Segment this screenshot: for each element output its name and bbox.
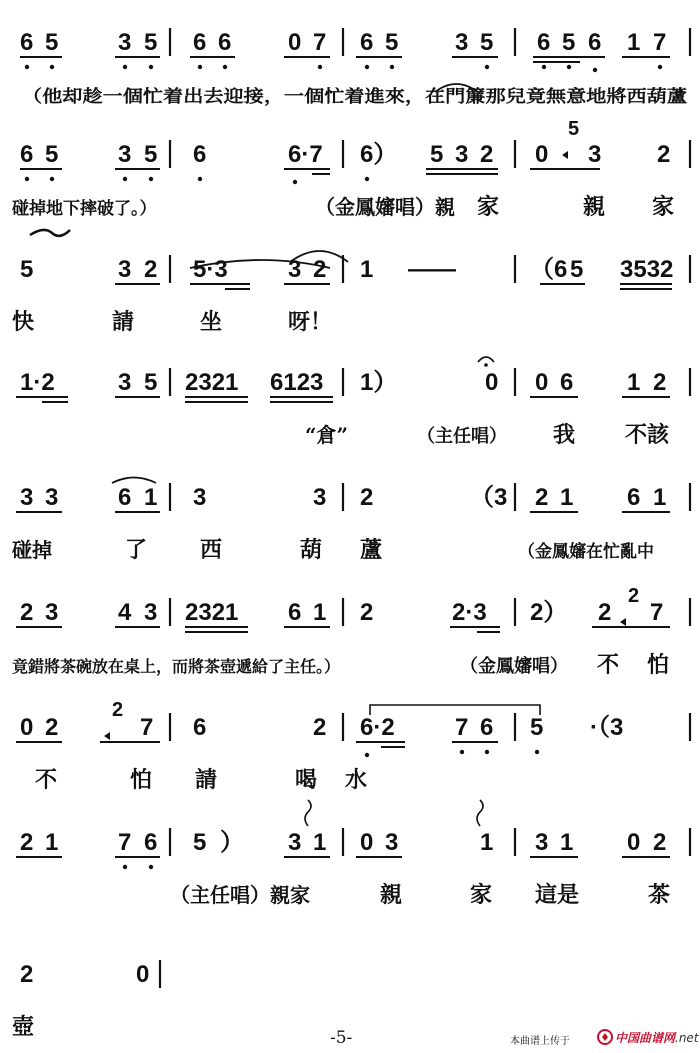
lyric-text: 這是 (535, 882, 580, 908)
note: 3 (455, 141, 469, 168)
note: 5 (530, 714, 544, 741)
lyric-text: 家 (477, 194, 500, 220)
note: 5 (562, 29, 576, 56)
note: 3 (144, 599, 158, 626)
lyric-text: 西 (200, 537, 223, 563)
note: 5 (144, 141, 158, 168)
note: 2 (20, 829, 34, 856)
note: 6） (360, 141, 398, 168)
lyric-text: 家 (470, 882, 493, 908)
note: 2 (144, 256, 158, 283)
note: 6 (193, 141, 207, 168)
note: 1 (627, 369, 641, 396)
note: 6 (537, 29, 551, 56)
lyric-text: （金鳳嬸唱）親 (315, 195, 455, 219)
note: 0 (535, 141, 549, 168)
page-footer (0, 1028, 700, 1050)
note: 2 (313, 256, 327, 283)
note: 6 (193, 714, 207, 741)
note: —— (408, 256, 456, 283)
note: 1 (560, 484, 574, 511)
note: 1） (360, 369, 398, 396)
note: 3 (118, 369, 132, 396)
low-octave-dot (390, 65, 394, 69)
lyric-text: （金鳳嬸在忙亂中 (518, 542, 654, 562)
site-logo-icon (597, 1029, 613, 1045)
note: 2 (598, 599, 612, 626)
note: 5 (144, 29, 158, 56)
low-octave-dot (365, 177, 369, 181)
note: 1 (360, 256, 374, 283)
note: 2 (653, 829, 667, 856)
note: 3 (385, 829, 399, 856)
grace-hook-icon (620, 618, 626, 626)
note: 3 (588, 141, 602, 168)
page-number: -5- (330, 1028, 353, 1048)
low-octave-dot (542, 65, 546, 69)
note: 3 (288, 256, 302, 283)
note: 6 (480, 714, 494, 741)
low-octave-dot (198, 65, 202, 69)
note: 2 (535, 484, 549, 511)
lyric-text: 不 (597, 652, 620, 678)
grace-note: 5 (568, 118, 580, 140)
note: 2 (653, 369, 667, 396)
note: 0 (20, 714, 34, 741)
lyric-text: （主任唱） (417, 426, 507, 447)
low-octave-dot (293, 180, 297, 184)
lyric-text: 碰掉 (12, 538, 52, 562)
lyric-text: 家 (652, 194, 675, 220)
note: 7 (313, 29, 327, 56)
note: ·（3 (590, 714, 624, 741)
note: 6 (360, 29, 374, 56)
note: 0 (485, 369, 499, 396)
lyric-text: 坐 (200, 309, 223, 335)
note: （3 (470, 484, 508, 511)
note: 6 (627, 484, 641, 511)
low-octave-dot (198, 177, 202, 181)
note: 3 (313, 484, 327, 511)
lyric-text: 了 (125, 537, 148, 563)
lyric-text: 喝 (295, 767, 318, 793)
low-octave-dot (223, 65, 227, 69)
note: 2 (657, 141, 671, 168)
lyric-text: 請 (195, 767, 218, 793)
lyric-text: 快 (12, 309, 35, 335)
glissando-mark (30, 230, 70, 236)
note: 3 (535, 829, 549, 856)
note: 6 (20, 141, 34, 168)
lyric-text: 請 (112, 309, 135, 335)
grace-hook-icon (562, 151, 568, 159)
note: 2 (20, 599, 34, 626)
note: 5 (385, 29, 399, 56)
note: 3 (118, 141, 132, 168)
note: 6 (288, 599, 302, 626)
note: 2321 (185, 599, 239, 626)
note: 2） (530, 599, 568, 626)
note: 3 (455, 29, 469, 56)
note: 2 (20, 961, 34, 988)
note: 6·7 (288, 141, 323, 168)
low-octave-dot (50, 177, 54, 181)
note: 3 (20, 484, 34, 511)
lyric-text: （主任唱）親家 (170, 883, 310, 907)
low-octave-dot (485, 65, 489, 69)
grace-note: 2 (628, 585, 640, 607)
note: 7 (653, 29, 667, 56)
lyric-text: 水 (345, 767, 368, 793)
lyric-text: 親 (583, 194, 606, 220)
note: 0 (360, 829, 374, 856)
lyric-text: 茶 (648, 882, 671, 908)
mordent-mark (477, 800, 483, 826)
lyric-text: （金鳳嬸唱） (460, 656, 568, 677)
note: 6 (193, 29, 207, 56)
lyric-text: 葫 (300, 537, 323, 563)
note: 1 (560, 829, 574, 856)
low-octave-dot (365, 753, 369, 757)
note: 5 (430, 141, 444, 168)
note: 1 (45, 829, 59, 856)
note: 2·3 (452, 599, 487, 626)
low-octave-dot (535, 750, 539, 754)
low-octave-dot (123, 865, 127, 869)
lyric-text: 怕 (130, 767, 153, 793)
low-octave-dot (149, 177, 153, 181)
low-octave-dot (149, 865, 153, 869)
lyric-text: “倉” (305, 423, 349, 447)
fermata-arc (478, 357, 494, 362)
lyric-text: （他却趁一個忙着出去迎接，一個忙着進來，在門簾那兒竟無意地將西葫蘆 (22, 87, 583, 107)
low-octave-dot (593, 68, 597, 72)
note: 0 (535, 369, 549, 396)
note: 6 (218, 29, 232, 56)
lyric-text: 親 (380, 882, 403, 908)
note: 0 (136, 961, 150, 988)
low-octave-dot (25, 65, 29, 69)
note: 3 (45, 599, 59, 626)
note: 1 (480, 829, 494, 856)
note: 0 (288, 29, 302, 56)
upload-credit: 本曲谱上传于 (510, 1036, 570, 1047)
low-octave-dot (485, 750, 489, 754)
note: 2 (360, 484, 374, 511)
note: 5 (480, 29, 494, 56)
lyric-text: 碰掉地下摔破了。） (12, 199, 157, 219)
note: 3 (118, 256, 132, 283)
low-octave-dot (25, 177, 29, 181)
low-octave-dot (567, 65, 571, 69)
note: ） (220, 829, 244, 856)
note: 2 (360, 599, 374, 626)
note: 1 (627, 29, 641, 56)
note: 1 (313, 599, 327, 626)
note: 3532 (620, 256, 674, 283)
note: 7 (650, 599, 664, 626)
lyric-text: 呀！ (288, 309, 333, 335)
low-octave-dot (123, 177, 127, 181)
lyric-text: 怕 (647, 652, 670, 678)
note: 7 (455, 714, 469, 741)
grace-note: 2 (112, 699, 124, 721)
low-octave-dot (149, 65, 153, 69)
low-octave-dot (658, 65, 662, 69)
note: 0 (627, 829, 641, 856)
note: 1 (144, 484, 158, 511)
lyric-text: 不該 (625, 422, 670, 448)
note: 5·3 (193, 256, 228, 283)
note: 2 (480, 141, 494, 168)
note: 1·2 (20, 369, 55, 396)
note: 3 (45, 484, 59, 511)
note: 3 (193, 484, 207, 511)
site-logo-text[interactable]: 中国曲谱网.net (615, 1031, 699, 1045)
note: 6 (20, 29, 34, 56)
note: 6 (560, 369, 574, 396)
note: 1 (313, 829, 327, 856)
note: 3 (288, 829, 302, 856)
note: 7 (118, 829, 132, 856)
note: 6 (588, 29, 602, 56)
note: 2 (45, 714, 59, 741)
note: 5 (45, 29, 59, 56)
note: 7 (140, 714, 154, 741)
note: 3 (118, 29, 132, 56)
note: 6 (118, 484, 132, 511)
mordent-mark (305, 800, 311, 826)
note: 5 (45, 141, 59, 168)
low-octave-dot (460, 750, 464, 754)
note: 6·2 (360, 714, 395, 741)
note: 2 (313, 714, 327, 741)
fermata-dot (484, 363, 488, 367)
note: 6 (144, 829, 158, 856)
low-octave-dot (123, 65, 127, 69)
grace-hook-icon (104, 732, 110, 740)
note: 4 (118, 599, 132, 626)
note: （6 (530, 256, 568, 283)
low-octave-dot (318, 65, 322, 69)
note: 5 (193, 829, 207, 856)
note: 2321 (185, 369, 239, 396)
low-octave-dot (50, 65, 54, 69)
lyric-text: 壺 (12, 1014, 35, 1040)
lyric-text: 不 (35, 767, 58, 793)
low-octave-dot (365, 65, 369, 69)
note: 1 (653, 484, 667, 511)
note: 5 (20, 256, 34, 283)
note: 6123 (270, 369, 324, 396)
note: 5 (570, 256, 584, 283)
lyric-text: 竟錯將茶碗放在桌上，而將茶壺遞給了主任。） (12, 657, 341, 676)
note: 5 (144, 369, 158, 396)
lyric-text: 蘆 (360, 537, 383, 563)
lyric-text: 我 (553, 422, 576, 448)
slur (112, 478, 156, 484)
